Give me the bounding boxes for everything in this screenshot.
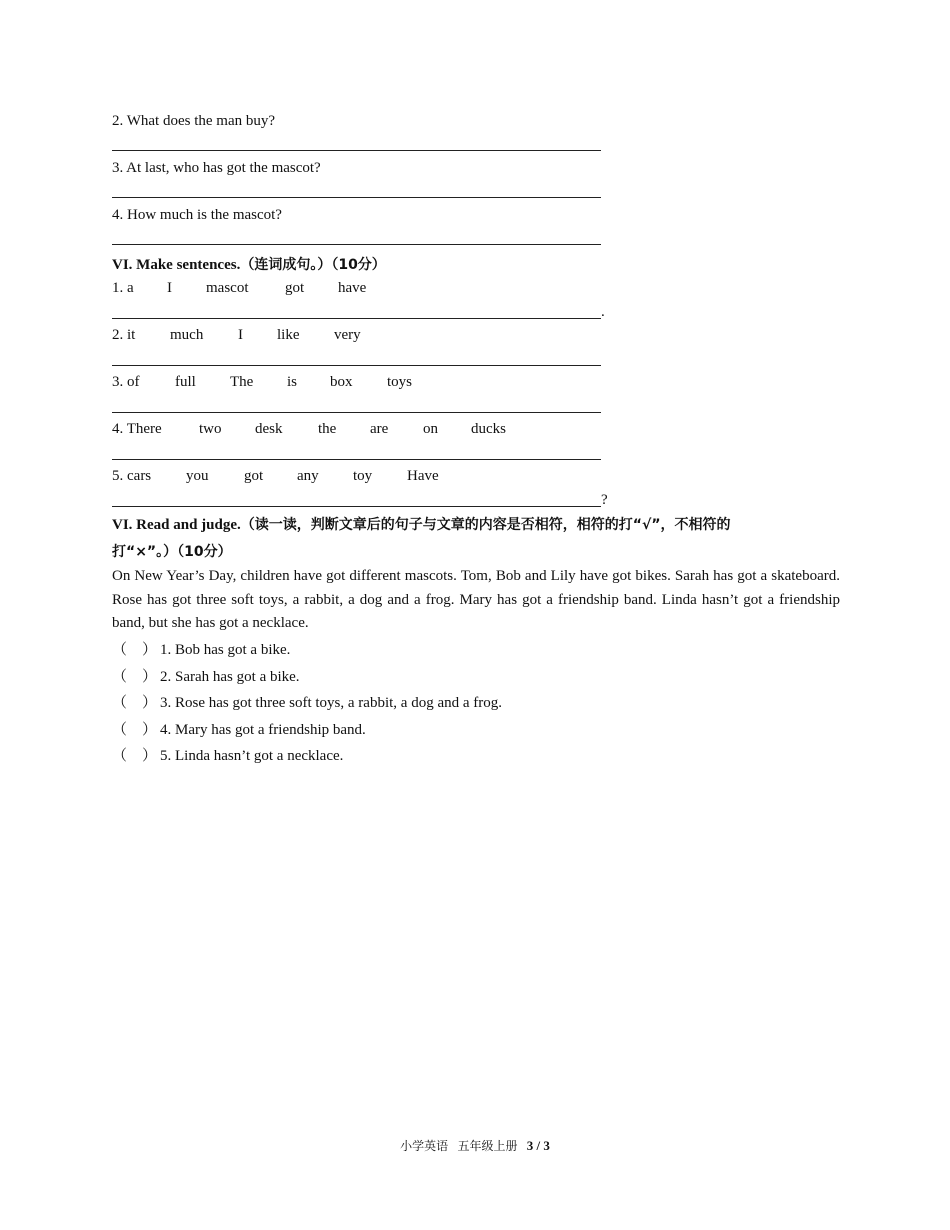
answer-line <box>112 506 601 507</box>
question-3: 3. At last, who has got the mascot? <box>112 160 321 176</box>
word-token: Have <box>407 468 439 484</box>
footer-grade: 五年级上册 <box>457 1139 518 1153</box>
word-token: got <box>285 280 305 296</box>
question-4: 4. How much is the mascot? <box>112 207 282 223</box>
answer-line <box>112 150 601 151</box>
word-token: much <box>170 327 204 343</box>
heading-cn: （读一读，判断文章后的句子与文章的内容是否相符，相符的打“√”，不相符的 <box>240 517 731 533</box>
answer-line <box>112 365 601 366</box>
word-token: very <box>334 327 361 343</box>
word-token: you <box>186 468 209 484</box>
judge-item-1 <box>112 638 290 659</box>
answer-bracket: （ ） <box>112 722 158 738</box>
answer-line <box>112 459 601 460</box>
word-token: desk <box>255 421 283 437</box>
word-token: box <box>330 374 353 390</box>
word-token: I <box>167 280 172 296</box>
word-token: two <box>199 421 222 437</box>
answer-bracket: （ ） <box>112 642 158 658</box>
word-token: 1. a <box>112 280 134 296</box>
answer-bracket: （ ） <box>112 748 158 764</box>
word-token: 4. There <box>112 421 162 437</box>
footer-subject: 小学英语 <box>400 1139 449 1153</box>
word-token: any <box>297 468 319 484</box>
judge-item-3 <box>112 691 502 712</box>
answer-line <box>112 197 601 198</box>
word-token: like <box>277 327 300 343</box>
answer-bracket: （ ） <box>112 695 158 711</box>
judge-statement: 1. Bob has got a bike. <box>160 642 291 658</box>
question-2: 2. What does the man buy? <box>112 113 276 129</box>
word-token: have <box>338 280 367 296</box>
word-token: is <box>287 374 298 390</box>
answer-line <box>112 412 601 413</box>
section-heading-make-sentences <box>112 254 386 274</box>
judge-item-5 <box>112 744 343 765</box>
judge-statement: 2. Sarah has got a bike. <box>160 669 300 685</box>
word-token: full <box>175 374 196 390</box>
section-heading-read-judge <box>112 514 731 534</box>
word-token: The <box>230 374 254 390</box>
judge-item-4 <box>112 718 366 739</box>
judge-statement: 3. Rose has got three soft toys, a rabbit, a dog and a frog. <box>160 695 503 711</box>
word-token: on <box>423 421 438 437</box>
answer-line <box>112 244 601 245</box>
sentence-end-mark: . <box>601 304 605 320</box>
heading-en: VI. Read and judge. <box>112 517 241 533</box>
word-token: 3. of <box>112 374 140 390</box>
word-token: got <box>244 468 264 484</box>
word-token: 5. cars <box>112 468 152 484</box>
page-footer <box>0 1137 950 1154</box>
heading-cn: （连词成句。）（10分） <box>240 257 386 273</box>
sentence-end-mark: ? <box>601 492 608 508</box>
section-heading-read-judge-cont: 打“×”。）（10分） <box>112 544 232 560</box>
answer-line <box>112 318 601 319</box>
word-token: toy <box>353 468 373 484</box>
reading-passage: On New Year’s Day, children have got different mascots. Tom, Bob and Lily have got bikes. Sarah has got a skateboard. Rose has got three soft toys, a rabbit, a dog and a frog. Mary has got a friendship band. Linda hasn’t got a friendship band, but she has got a necklace. <box>112 568 840 631</box>
word-token: mascot <box>206 280 249 296</box>
judge-statement: 4. Mary has got a friendship band. <box>160 722 366 738</box>
word-token: are <box>370 421 389 437</box>
word-token: toys <box>387 374 413 390</box>
word-token: I <box>238 327 243 343</box>
heading-en: VI. Make sentences. <box>112 257 241 273</box>
judge-statement: 5. Linda hasn’t got a necklace. <box>160 748 344 764</box>
word-token: 2. it <box>112 327 136 343</box>
answer-bracket: （ ） <box>112 669 158 685</box>
judge-item-2 <box>112 665 300 686</box>
page-number: 3 / 3 <box>526 1138 550 1153</box>
word-token: ducks <box>471 421 506 437</box>
word-token: the <box>318 421 337 437</box>
